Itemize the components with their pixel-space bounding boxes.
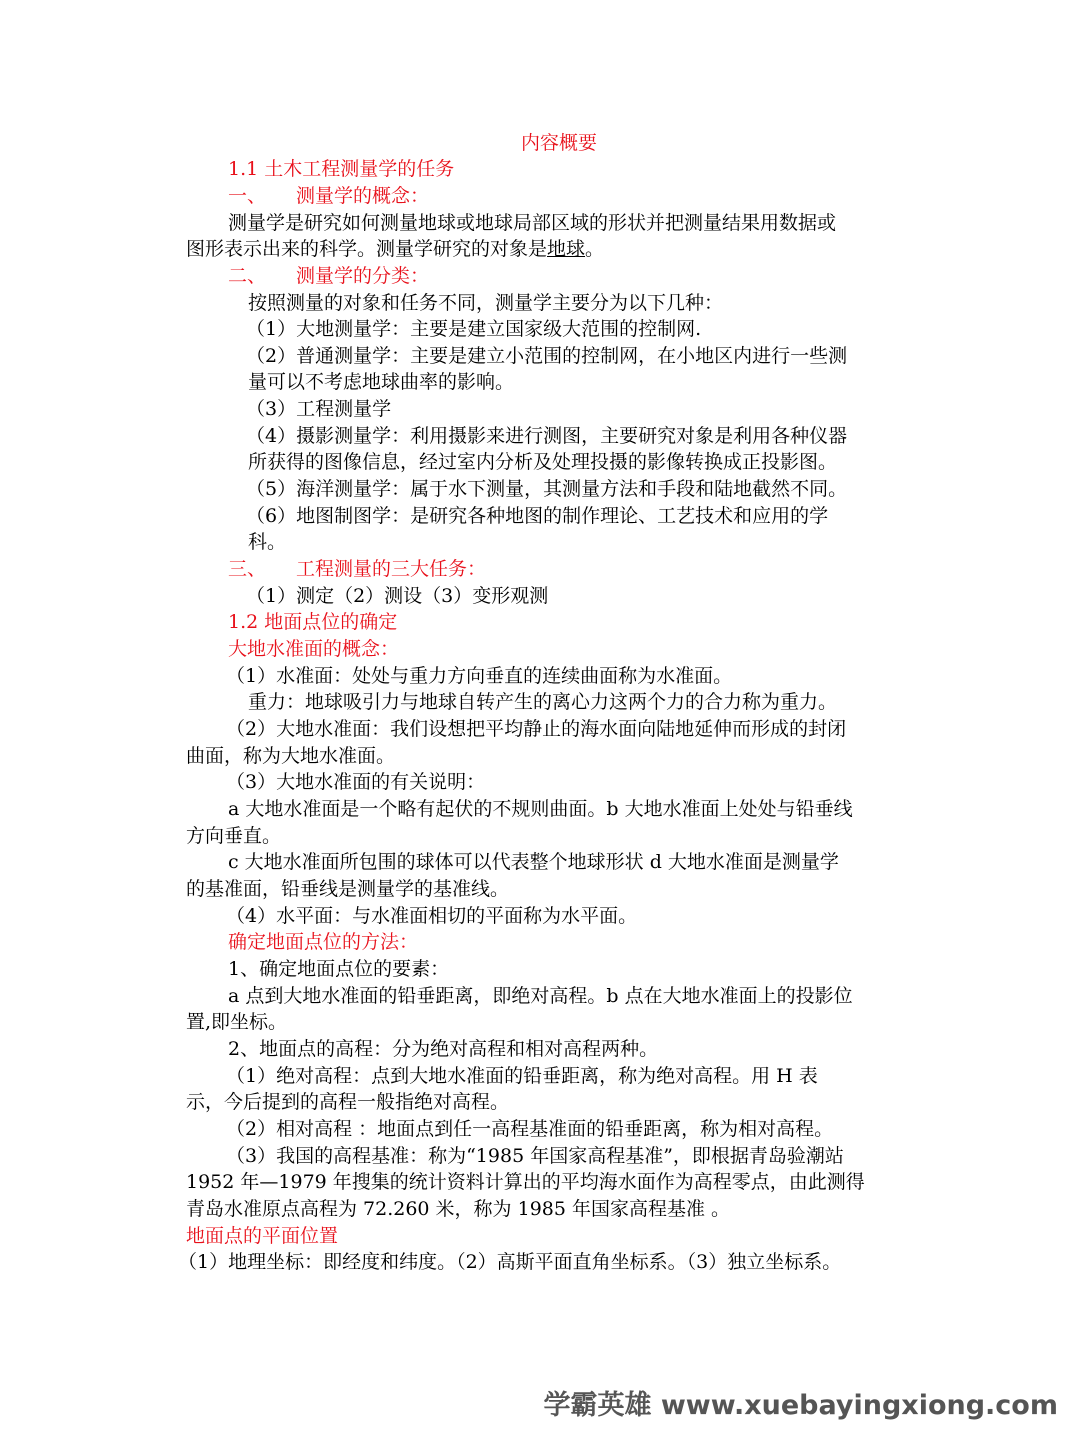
paragraph-line: （3）我国的高程基准：称为“1985 年国家高程基准”，即根据青岛验潮站 — [226, 1145, 844, 1167]
list-item: （1）大地测量学：主要是建立国家级大范围的控制网. — [246, 318, 702, 340]
paragraph-line: 青岛水准原点高程为 72.260 米，称为 1985 年国家高程基准 。 — [186, 1198, 731, 1220]
paragraph-line: 置,即坐标。 — [186, 1011, 288, 1033]
list-item-continuation: 科。 — [248, 531, 287, 553]
paragraph-line: 1、确定地面点位的要素： — [228, 958, 450, 980]
subheading-plane-position: 地面点的平面位置 — [186, 1225, 339, 1247]
paragraph-line: 方向垂直。 — [186, 825, 282, 847]
subheading-3 — [228, 556, 486, 582]
subheading-text: 工程测量的三大任务： — [296, 558, 487, 580]
paragraph-line: 的基准面，铅垂线是测量学的基准线。 — [186, 878, 510, 900]
paragraph-line: （2）相对高程 ：地面点到任一高程基准面的铅垂距离，称为相对高程。 — [226, 1118, 834, 1140]
paragraph-line: （2）大地水准面：我们设想把平均静止的海水面向陆地延伸而形成的封闭 — [226, 718, 847, 740]
paragraph-line: 示，今后提到的高程一般指绝对高程。 — [186, 1091, 510, 1113]
subheading-number: 一、 — [228, 185, 267, 207]
subheading-1 — [228, 183, 429, 209]
subheading-text: 测量学的概念： — [296, 185, 430, 207]
list-item: （5）海洋测量学：属于水下测量，其测量方法和手段和陆地截然不同。 — [246, 478, 848, 500]
paragraph-line: （4）水平面：与水准面相切的平面称为水平面。 — [226, 905, 638, 927]
underlined-term: 地球 — [547, 238, 586, 260]
section-heading-1-1: 1.1 土木工程测量学的任务 — [228, 158, 455, 180]
list-item: （3）工程测量学 — [246, 398, 392, 420]
paragraph-line: 按照测量的对象和任务不同，测量学主要分为以下几种： — [248, 292, 724, 314]
section-heading-1-2: 1.2 地面点位的确定 — [228, 611, 398, 633]
paragraph-line: c 大地水准面所包围的球体可以代表整个地球形状 d 大地水准面是测量学 — [228, 851, 839, 873]
list-item: （6）地图制图学：是研究各种地图的制作理论、工艺技术和应用的学 — [246, 505, 829, 527]
list-item: （4）摄影测量学：利用摄影来进行测图，主要研究对象是利用各种仪器 — [246, 425, 848, 447]
watermark-text: 学霸英雄 www.xuebayingxiong.com — [543, 1390, 1058, 1421]
text-span: 图形表示出来的科学。测量学研究的对象是 — [186, 238, 548, 260]
paragraph-line: （1）水准面：处处与重力方向垂直的连续曲面称为水准面。 — [226, 665, 733, 687]
page-title: 内容概要 — [521, 132, 598, 154]
paragraph-line: a 点到大地水准面的铅垂距离，即绝对高程。b 点在大地水准面上的投影位 — [228, 985, 853, 1007]
paragraph-line: （1）测定（2）测设（3）变形观测 — [246, 585, 549, 607]
paragraph-line: 重力：地球吸引力与地球自转产生的离心力这两个力的合力称为重力。 — [248, 691, 838, 713]
paragraph-line: 曲面，称为大地水准面。 — [186, 745, 396, 767]
list-item-continuation: 量可以不考虑地球曲率的影响。 — [248, 371, 515, 393]
subheading-2 — [228, 263, 429, 289]
list-item: （2）普通测量学：主要是建立小范围的控制网，在小地区内进行一些测 — [246, 345, 848, 367]
paragraph-line — [186, 236, 604, 262]
paragraph-line: （3）大地水准面的有关说明： — [226, 771, 486, 793]
paragraph-line: a 大地水准面是一个略有起伏的不规则曲面。b 大地水准面上处处与铅垂线 — [228, 798, 853, 820]
subheading-geoid: 大地水准面的概念： — [228, 638, 400, 660]
list-item-continuation: 所获得的图像信息，经过室内分析及处理投摄的影像转换成正投影图。 — [248, 451, 838, 473]
subheading-number: 三、 — [228, 558, 267, 580]
paragraph-line: 1952 年—1979 年搜集的统计资料计算出的平均海水面作为高程零点，由此测得 — [186, 1171, 865, 1193]
paragraph-line: 测量学是研究如何测量地球或地球局部区域的形状并把测量结果用数据或 — [228, 212, 837, 234]
subheading-point-method: 确定地面点位的方法： — [228, 931, 419, 953]
subheading-text: 测量学的分类： — [296, 265, 430, 287]
paragraph-line: 2、地面点的高程：分为绝对高程和相对高程两种。 — [228, 1038, 659, 1060]
paragraph-line: （1）绝对高程：点到大地水准面的铅垂距离，称为绝对高程。用 H 表 — [226, 1065, 818, 1087]
text-span: 。 — [585, 238, 605, 260]
paragraph-line: （1）地理坐标：即经度和纬度。（2）高斯平面直角坐标系。（3）独立坐标系。 — [178, 1251, 842, 1273]
subheading-number: 二、 — [228, 265, 267, 287]
